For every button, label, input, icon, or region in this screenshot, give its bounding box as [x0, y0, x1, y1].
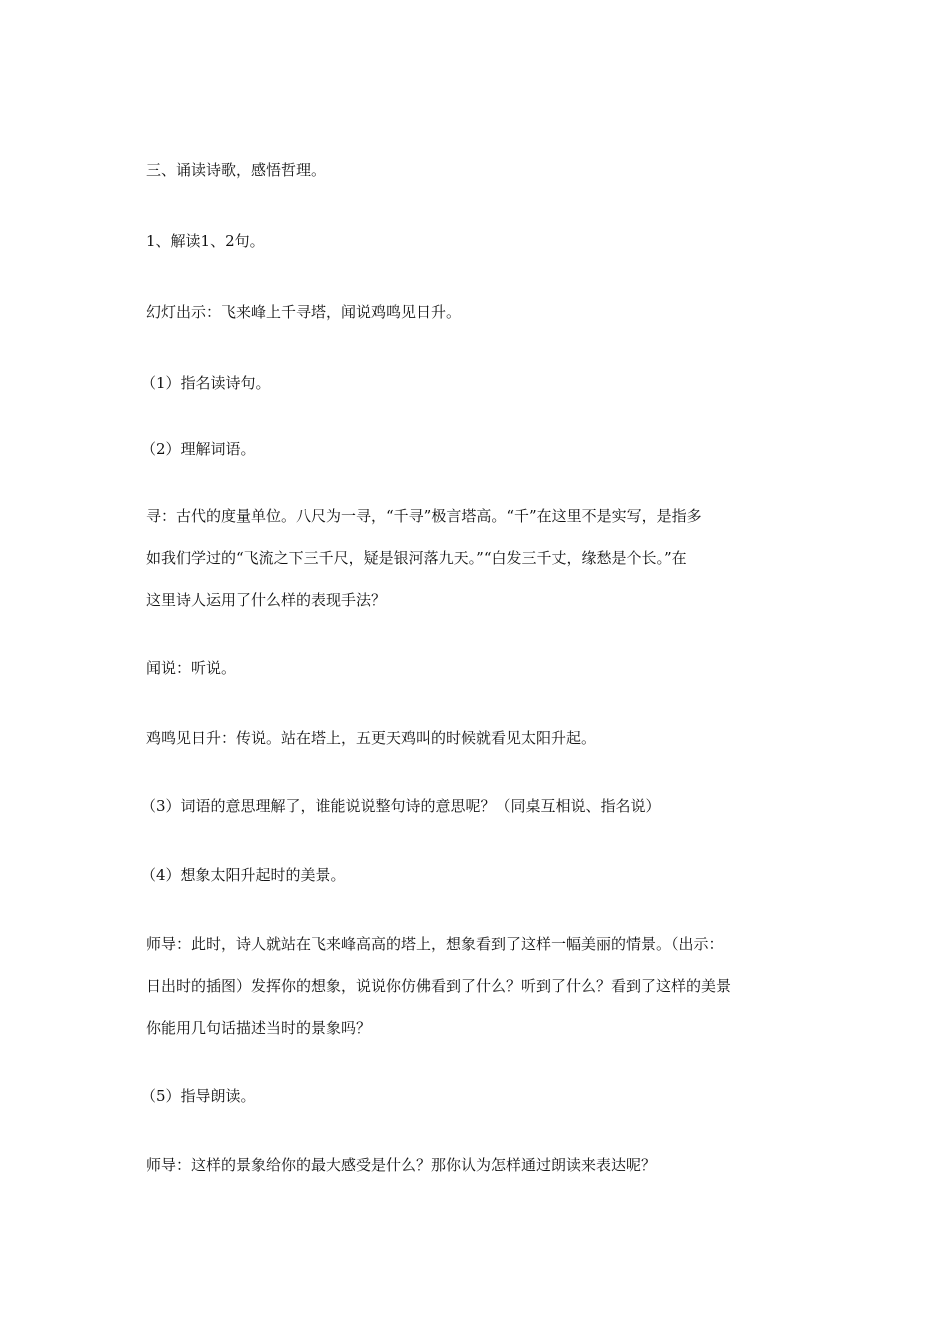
- text-line: （4）想象太阳升起时的美景。: [141, 866, 346, 884]
- text-line: 你能用几句话描述当时的景象吗？: [146, 1019, 372, 1037]
- text-line: 寻：古代的度量单位。八尺为一寻，“千寻”极言塔高。“千”在这里不是实写，是指多: [146, 507, 702, 525]
- subsection-heading: [146, 231, 814, 252]
- teacher-guide-paragraph: [146, 934, 814, 1039]
- text-line: 日出时的插图）发挥你的想象，说说你仿佛看到了什么？听到了什么？看到了这样的美景: [146, 977, 732, 995]
- text-line: （5）指导朗读。: [141, 1087, 256, 1105]
- step-item: [141, 373, 809, 394]
- text-line: 闻说：听说。: [146, 659, 237, 677]
- teacher-guide-paragraph: [146, 1155, 814, 1176]
- step-item: [141, 865, 809, 886]
- step-item: [141, 796, 809, 817]
- step-item: [141, 439, 809, 460]
- text-line: 这里诗人运用了什么样的表现手法？: [146, 591, 387, 609]
- section-heading: [146, 160, 814, 181]
- text-line: 师导：这样的景象给你的最大感受是什么？那你认为怎样通过朗读来表达呢？: [146, 1156, 657, 1174]
- definition-paragraph: [146, 728, 814, 749]
- text-line: 鸡鸣见日升：传说。站在塔上，五更天鸡叫的时候就看见太阳升起。: [146, 729, 597, 747]
- step-item: [141, 1086, 809, 1107]
- text-line: 师导：此时，诗人就站在飞来峰高高的塔上，想象看到了这样一幅美丽的情景。（出示：: [146, 935, 724, 953]
- text-line: 幻灯出示：飞来峰上千寻塔，闻说鸡鸣见日升。: [146, 303, 462, 321]
- text-line: 如我们学过的“飞流之下三千尺，疑是银河落九天。”“白发三千丈，缘愁是个长。”在: [146, 549, 687, 567]
- text-line: （1）指名读诗句。: [141, 374, 271, 392]
- text-line: 三、诵读诗歌，感悟哲理。: [146, 161, 327, 179]
- text-line: （3）词语的意思理解了，谁能说说整句诗的意思呢？（同桌互相说、指名说）: [141, 797, 661, 815]
- text-line: （2）理解词语。: [141, 440, 256, 458]
- definition-paragraph: [146, 506, 814, 611]
- slide-display-paragraph: [146, 302, 814, 323]
- definition-paragraph: [146, 658, 814, 679]
- text-line: 1、解读1、2句。: [146, 232, 265, 250]
